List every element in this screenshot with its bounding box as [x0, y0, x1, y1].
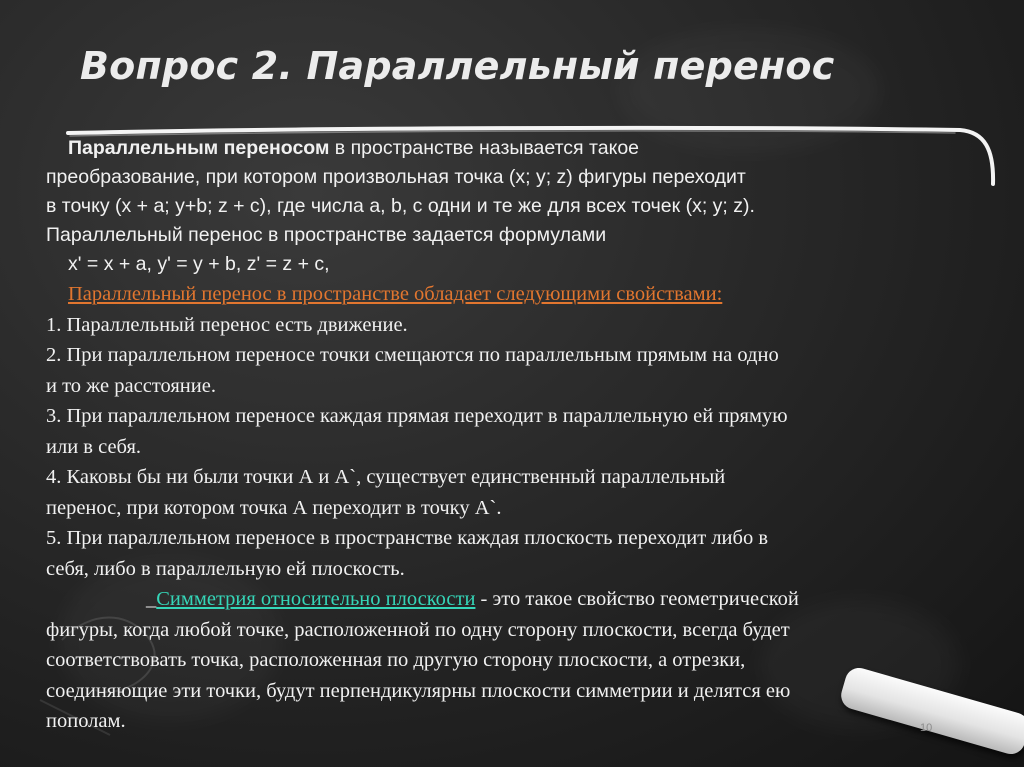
property-2-line-2: и то же расстояние. [46, 374, 216, 397]
page-number: 10 [920, 722, 933, 734]
definition-block [46, 134, 996, 279]
definition-line-1 [46, 134, 996, 163]
definition-term: Параллельным переносом [68, 137, 330, 159]
slide-title: Вопрос 2. Параллельный перенос [80, 44, 835, 88]
property-1: 1. Параллельный перенос есть движение. [46, 313, 408, 336]
definition-line-1-rest: в пространстве называется такое [329, 137, 640, 159]
property-3-line-2: или в себя. [46, 435, 142, 458]
definition-line-2: преобразование, при котором произвольная точка (x; y; z) фигуры переходит [46, 166, 746, 188]
symmetry-line-1-rest: - это такое свойство геометрической [475, 588, 799, 610]
properties-heading-link[interactable]: Параллельный перенос в пространстве обладает следующими свойствами: [68, 283, 723, 305]
symmetry-lead: _ [146, 588, 157, 610]
slide-body [46, 134, 996, 737]
properties-heading[interactable] [46, 279, 996, 310]
definition-line-3: в точку (x + a; y+b; z + c), где числа a, b, c одни и те же для всех точек (x; y; z). [46, 195, 755, 217]
property-5-line-2: себя, либо в параллельную ей плоскость. [46, 557, 405, 580]
symmetry-line-2: фигуры, когда любой точке, расположенной по одну сторону плоскости, всегда будет [46, 618, 790, 641]
property-5-line-1: 5. При параллельном переносе в пространстве каждая плоскость переходит либо в [46, 527, 769, 549]
translation-formula: x' = x + a, y' = y + b, z' = z + c, [68, 253, 330, 275]
property-3-line-1: 3. При параллельном переносе каждая прямая переходит в параллельную ей прямую [46, 405, 788, 427]
symmetry-line-5: пополам. [46, 710, 126, 732]
property-2-line-1: 2. При параллельном переносе точки смещаются по параллельным прямым на одно [46, 344, 779, 366]
symmetry-term-link[interactable]: Симметрия относительно плоскости [156, 588, 476, 610]
symmetry-line-1 [46, 584, 996, 615]
symmetry-line-4: соединяющие эти точки, будут перпендикулярны плоскости симметрии и делятся ею [46, 679, 791, 702]
property-4-line-2: перенос, при котором точка А переходит в точку А`. [46, 496, 502, 519]
symmetry-line-3: соответствовать точка, расположенная по другую сторону плоскости, а отрезки, [46, 649, 746, 671]
property-4-line-1: 4. Каковы бы ни были точки А и А`, существует единственный параллельный [46, 466, 726, 488]
definition-line-4: Параллельный перенос в пространстве задается формулами [46, 224, 607, 246]
